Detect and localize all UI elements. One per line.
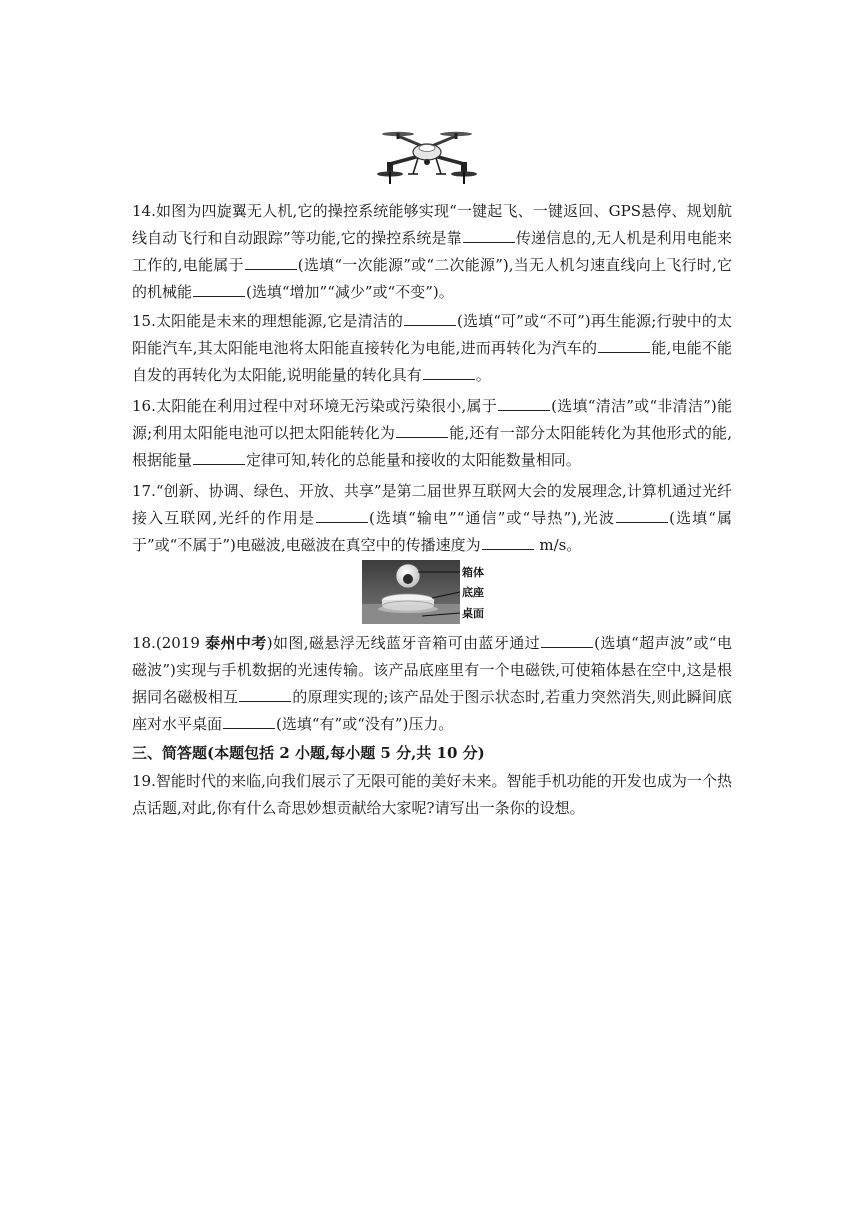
q14-text-3: (选填“一次能源”或“二次能源”),当无人机匀速直线向上飞行时,它的机械能	[132, 256, 732, 301]
q15-text-3: 能,电能不能自发的再转化为太阳能,说明能量的转化具有	[132, 339, 732, 384]
q18-source-close: )	[266, 634, 273, 652]
question-19: 19.智能时代的来临,向我们展示了无限可能的美好未来。智能手机功能的开发也成为一个热点话题,对此,你有什么奇思妙想贡献给大家呢?请写出一条你的设想。	[132, 772, 732, 817]
q18-text-2: (选填“超声波”或“电磁波”)实现与手机数据的光速传输。该产品底座里有一个电磁铁,可使箱体悬在空中,这是根据同名磁极相互	[132, 634, 732, 706]
quadcopter-drone-image	[376, 124, 478, 186]
q15-text-4: 。	[475, 366, 491, 384]
label-desk: 桌面	[462, 607, 484, 620]
q14-text-1: 14.如图为四旋翼无人机,它的操控系统能够实现“一键起飞、一键返回、GPS悬停、规划航线自动飞行和自动跟踪”等功能,它的操控系统是靠	[132, 202, 732, 247]
q17-text-1: 17.“创新、协调、绿色、开放、共享”是第二届世界互联网大会的发展理念,计算机通过光纤接入互联网,光纤的作用是	[132, 482, 732, 527]
q16-text-2: (选填“清洁”或“非清洁”)能源;利用太阳能电池可以把太阳能转化为	[132, 397, 732, 442]
answer-blank	[498, 394, 550, 411]
answer-blank	[193, 448, 245, 465]
q16-text-4: 定律可知,转化的总能量和接收的太阳能数量相同。	[246, 451, 581, 469]
q18-source-open: (2019	[155, 634, 206, 652]
answer-blank	[423, 363, 475, 380]
answer-blank	[396, 421, 448, 438]
q17-text-3: (选填“属于”或“不属于”)电磁波,电磁波在真空中的传播速度为	[132, 509, 732, 554]
maglev-speaker-image	[362, 560, 502, 624]
q15-text-2: (选填“可”或“不可”)再生能源;行驶中的太阳能汽车,其太阳能电池将太阳能直接转化为电能,进而再转化为汽车的	[132, 312, 733, 357]
question-17	[132, 478, 732, 559]
answer-blank	[482, 533, 534, 550]
section-3-heading: 三、简答题(本题包括 2 小题,每小题 5 分,共 10 分)	[132, 744, 485, 762]
answer-blank	[463, 226, 515, 243]
answer-blank	[541, 631, 593, 648]
q15-text-1: 15.太阳能是未来的理想能源,它是清洁的	[132, 312, 403, 330]
label-box: 箱体	[462, 566, 484, 579]
label-base: 底座	[462, 586, 484, 599]
answer-blank	[616, 506, 668, 523]
question-14	[132, 198, 732, 306]
answer-blank	[404, 309, 456, 326]
q18-number: 18.	[132, 634, 156, 652]
q14-text-4: (选填“增加”“减少”或“不变”)。	[246, 283, 454, 301]
q18-source-name: 泰州中考	[205, 634, 267, 652]
answer-blank	[316, 506, 368, 523]
q16-text-3: 能,还有一部分太阳能转化为其他形式的能,根据能量	[132, 424, 732, 469]
answer-blank	[598, 336, 650, 353]
q18-text-1: 如图,磁悬浮无线蓝牙音箱可由蓝牙通过	[272, 634, 541, 652]
q17-text-4: m/s。	[534, 536, 582, 554]
q18-text-4: (选填“有”或“没有”)压力。	[276, 715, 454, 733]
answer-blank	[223, 712, 275, 729]
question-18	[132, 630, 732, 738]
answer-blank	[239, 685, 291, 702]
question-16	[132, 393, 732, 474]
q17-text-2: (选填“输电”“通信”或“导热”),光波	[368, 509, 616, 527]
question-15	[132, 308, 732, 389]
answer-blank	[193, 280, 245, 297]
q16-text-1: 16.太阳能在利用过程中对环境无污染或污染很小,属于	[132, 397, 498, 415]
answer-blank	[245, 253, 297, 270]
q14-text-2: 传递信息的,无人机是利用电能来工作的,电能属于	[132, 229, 732, 274]
q18-text-3: 的原理实现的;该产品处于图示状态时,若重力突然消失,则此瞬间底座对水平桌面	[132, 688, 732, 733]
